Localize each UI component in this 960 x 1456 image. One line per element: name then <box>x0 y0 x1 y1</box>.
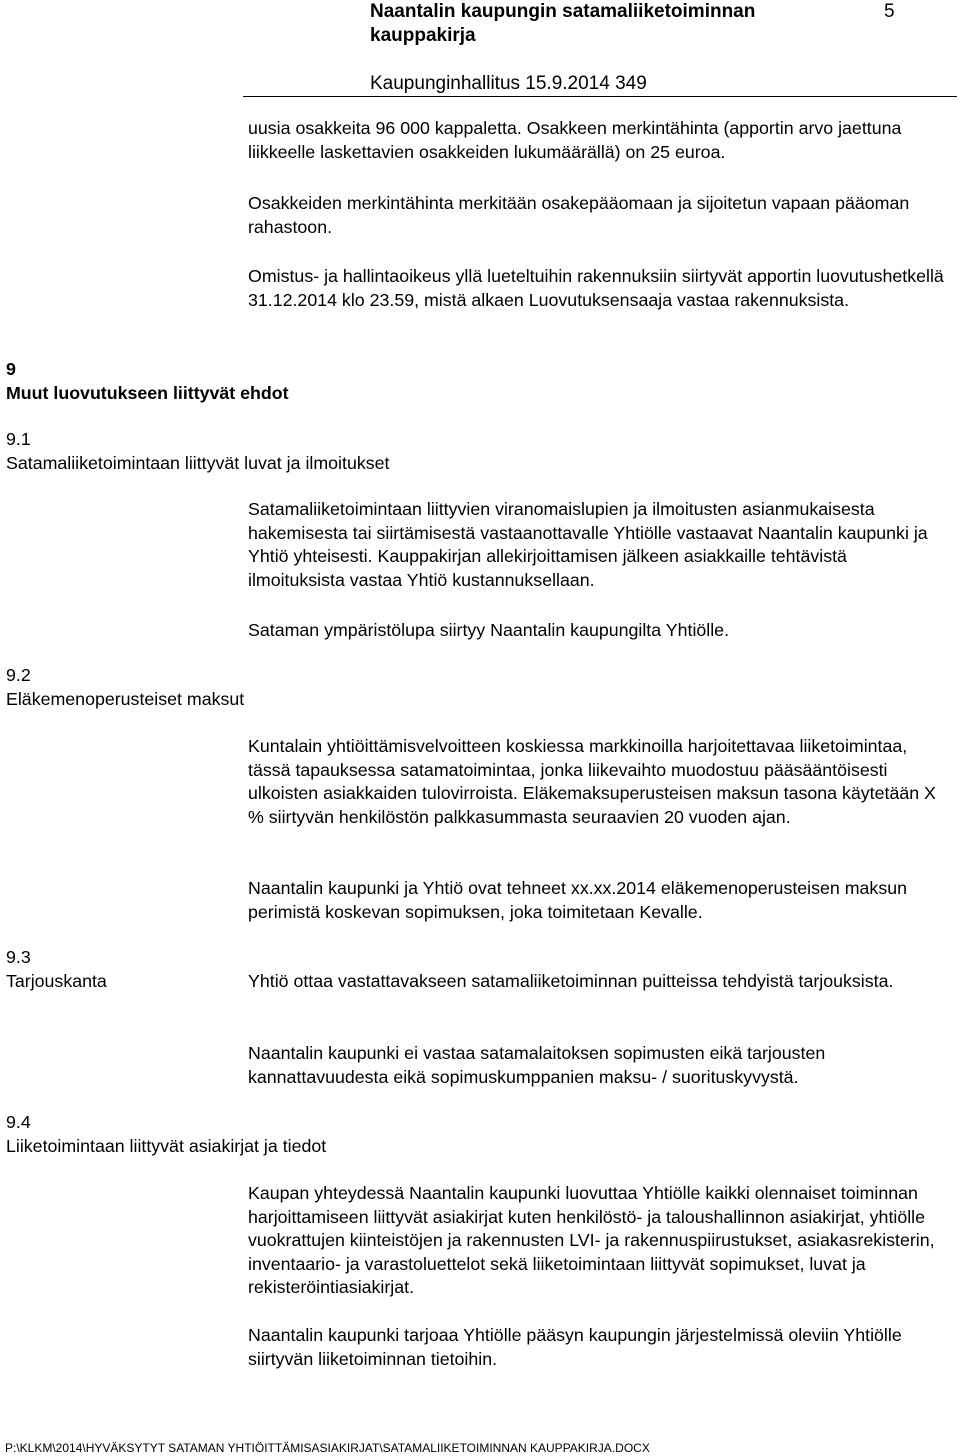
section-9-3-paragraph-1: Yhtiö ottaa vastattavakseen satamaliiketoiminnan puitteissa tehdyistä tarjouksista. <box>248 971 894 991</box>
section-9-2-heading <box>6 664 466 711</box>
section-9-4-heading <box>6 1111 466 1158</box>
header-divider <box>243 96 957 97</box>
section-9-1-paragraph-2: Sataman ympäristölupa siirtyy Naantalin kaupungilta Yhtiölle. <box>248 620 730 640</box>
section-9-3-number: 9.3 <box>6 947 31 967</box>
section-9-1-heading <box>6 428 466 475</box>
section-9-3-title: Tarjouskanta <box>6 970 107 991</box>
section-9-1-title: Satamaliiketoimintaan liittyvät luvat ja ilmoitukset <box>6 452 390 473</box>
file-path-footer: P:\KLKM\2014\HYVÄKSYTYT SATAMAN YHTIÖITTÄMISASIAKIRJAT\SATAMALIIKETOIMINNAN KAUPPAKIRJA.DOCX <box>5 1441 650 1455</box>
section-9-2-paragraph-1: Kuntalain yhtiöittämisvelvoitteen koskiessa markkinoilla harjoitettavaa liiketoimintaa, tässä tapauksessa satamatoimintaa, jonka liikevaihto muodostuu pääsääntöisesti ulkoisten asiakkaiden tulovirroista. Eläkemaksuperusteisen maksun tasona käytetään X % siirtyvän henkilöstön palkkasummasta seuraavien 20 vuoden ajan. <box>248 736 936 827</box>
section-9-1-paragraph-1: Satamaliiketoimintaan liittyvien viranomaislupien ja ilmoitusten asianmukaisesta hakemisesta tai siirtämisestä vastaanottavalle Yhtiölle vastaavat Naantalin kaupunki ja Yhtiö yhteisesti. Kauppakirjan allekirjoittamisen jälkeen asiakkaille tehtävistä ilmoituksista vastaa Yhtiö kustannuksellaan. <box>248 499 928 590</box>
section-9-3-paragraph-2: Naantalin kaupunki ei vastaa satamalaitoksen sopimusten eikä tarjousten kannattavuudesta eikä sopimuskumppanien maksu- / suorituskyvystä. <box>248 1043 826 1087</box>
document-title: Naantalin kaupungin satamaliiketoiminnan kauppakirja <box>370 1 756 46</box>
section-9-4-paragraph-1: Kaupan yhteydessä Naantalin kaupunki luovuttaa Yhtiölle kaikki olennaiset toiminnan harjoittamiseen liittyvät asiakirjat kuten henkilöstö- ja taloushallinnon asiakirjat, yhtiölle vuokrattujen kiinteistöjen ja rakennusten LVI- ja rakennuspiirustukset, asiakasrekisterin, inventaario- ja varastoluettelot sekä liiketoimintaan liittyvät sopimukset, luvat ja rekisteröintiasiakirjat. <box>248 1183 935 1297</box>
section-9-1-number: 9.1 <box>6 429 31 449</box>
section-9-4-number: 9.4 <box>6 1112 31 1132</box>
section-9-4-paragraph-2: Naantalin kaupunki tarjoaa Yhtiölle pääsyn kaupungin järjestelmissä oleviin Yhtiölle siirtyvän liiketoiminnan tietoihin. <box>248 1325 902 1369</box>
section-9-number: 9 <box>6 359 16 379</box>
paragraph-ownership-transfer: Omistus- ja hallintaoikeus yllä lueteltuihin rakennuksiin siirtyvät apportin luovutushetkellä 31.12.2014 klo 23.59, mistä alkaen Luovutuksensaaja vastaa rakennuksista. <box>248 266 944 310</box>
section-9-heading <box>6 358 466 405</box>
paragraph-share-price: uusia osakkeita 96 000 kappaletta. Osakkeen merkintähinta (apportin arvo jaettuna liikkeelle laskettavien osakkeiden lukumäärällä) on 25 euroa. <box>248 118 902 162</box>
meeting-reference: Kaupunginhallitus 15.9.2014 349 <box>370 73 647 94</box>
section-9-2-paragraph-2: Naantalin kaupunki ja Yhtiö ovat tehneet xx.xx.2014 eläkemenoperusteisen maksun perimistä koskevan sopimuksen, joka toimitetaan Kevalle. <box>248 878 907 922</box>
paragraph-share-capital: Osakkeiden merkintähinta merkitään osakepääomaan ja sijoitetun vapaan pääoman rahastoon. <box>248 193 910 237</box>
section-9-title: Muut luovutukseen liittyvät ehdot <box>6 382 289 403</box>
page-number: 5 <box>884 1 895 22</box>
section-9-4-title: Liiketoimintaan liittyvät asiakirjat ja tiedot <box>6 1135 327 1156</box>
section-9-2-number: 9.2 <box>6 665 31 685</box>
section-9-2-title: Eläkemenoperusteiset maksut <box>6 688 245 709</box>
